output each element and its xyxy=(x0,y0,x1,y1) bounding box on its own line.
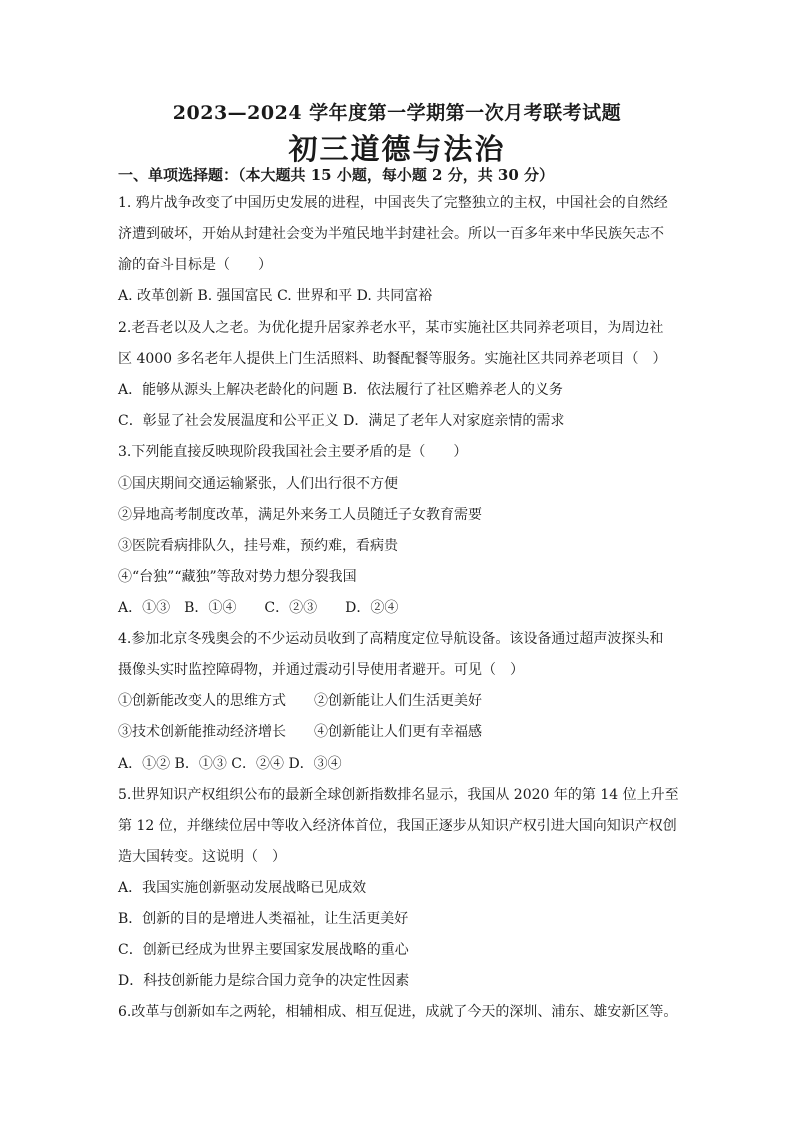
statement-line: ②异地高考制度改革，满足外来务工人员随迁子女教育需要 xyxy=(118,507,482,523)
statement-line: ③医院看病排队久，挂号难，预约难，看病贵 xyxy=(118,538,398,554)
question-text-line: 1. 鸦片战争改变了中国历史发展的进程，中国丧失了完整独立的主权，中国社会的自然经 xyxy=(118,195,668,211)
answer-option: B．创新的目的是增进人类福祉，让生活更美好 xyxy=(118,911,409,927)
statement-line: ①创新能改变人的思维方式 ②创新能让人们生活更美好 xyxy=(118,693,482,709)
question-text-line: 第 12 位，并继续位居中等收入经济体首位，我国正逐步从知识产权引进大国向知识产权创 xyxy=(118,818,677,834)
answer-option: C．创新已经成为世界主要国家发展战略的重心 xyxy=(118,942,409,958)
answer-options-line: C．彰显了社会发展温度和公平正义 D．满足了老年人对家庭亲情的需求 xyxy=(118,413,565,429)
statement-line: ①国庆期间交通运输紧张，人们出行很不方便 xyxy=(118,476,398,492)
question-text-line: 3.下列能直接反映现阶段我国社会主要矛盾的是（ ） xyxy=(118,444,468,460)
question-text-line: 5.世界知识产权组织公布的最新全球创新指数排名显示，我国从 2020 年的第 14 位上升至 xyxy=(118,787,679,803)
exam-title: 2023—2024 学年度第一学期第一次月考联考试题 xyxy=(172,102,622,124)
question-text-line: 摄像头实时监控障碍物，并通过震动引导使用者避开。可见（ ） xyxy=(118,662,524,678)
question-text-line: 区 4000 多名老年人提供上门生活照料、助餐配餐等服务。实施社区共同养老项目（ ） xyxy=(118,351,667,367)
answer-options-line: A. 改革创新 B. 强国富民 C. 世界和平 D. 共同富裕 xyxy=(118,288,433,304)
subject-title: 初三道德与法治 xyxy=(288,132,506,166)
answer-options-line: A．①③ B．①④ C．②③ D．②④ xyxy=(118,600,399,616)
answer-options-line: A．能够从源头上解决老龄化的问题 B．依法履行了社区赡养老人的义务 xyxy=(118,382,563,398)
statement-line: ③技术创新能推动经济增长 ④创新能让人们更有幸福感 xyxy=(118,724,482,740)
answer-options-line: A．①② B．①③ C．②④ D．③④ xyxy=(118,756,342,772)
question-text-line: 2.老吾老以及人之老。为优化提升居家养老水平，某市实施社区共同养老项目，为周边社 xyxy=(118,320,664,336)
statement-line: ④“台独”“藏独”等敌对势力想分裂我国 xyxy=(118,569,357,585)
question-text-line: 渝的奋斗目标是（ ） xyxy=(118,257,272,273)
question-text-line: 6.改革与创新如车之两轮，相辅相成、相互促进，成就了今天的深圳、浦东、雄安新区等。 xyxy=(118,1004,678,1020)
section-heading: 一、单项选择题：（本大题共 15 小题，每小题 2 分，共 30 分） xyxy=(118,166,555,184)
question-text-line: 济遭到破坏，开始从封建社会变为半殖民地半封建社会。所以一百多年来中华民族矢志不 xyxy=(118,226,664,242)
question-text-line: 造大国转变。这说明（ ） xyxy=(118,849,286,865)
question-text-line: 4.参加北京冬残奥会的不少运动员收到了高精度定位导航设备。该设备通过超声波探头和 xyxy=(118,631,664,647)
answer-option: D．科技创新能力是综合国力竞争的决定性因素 xyxy=(118,973,410,989)
answer-option: A．我国实施创新驱动发展战略已见成效 xyxy=(118,880,367,896)
